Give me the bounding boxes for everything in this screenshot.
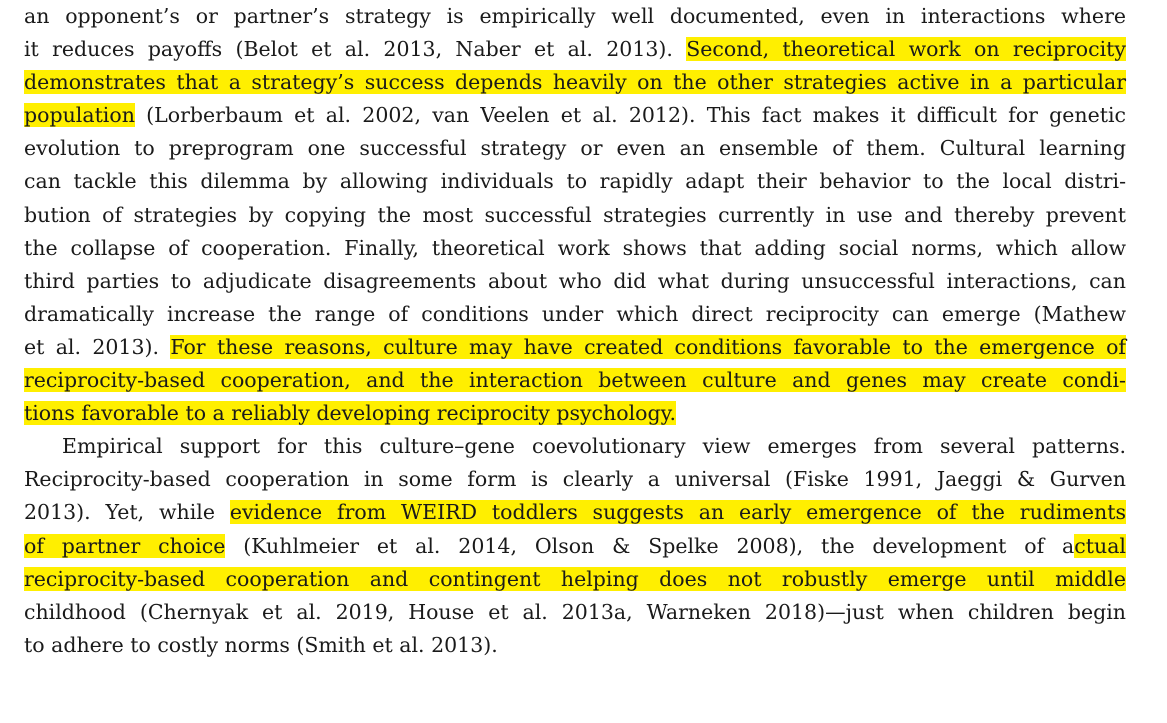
body-text: (Kuhlmeier et al. 2014, Olson & Spelke 2008), the development of a — [225, 533, 1075, 558]
highlighted-text: reciprocity-based cooperation and contingent helping does not robustly emerge until middle — [24, 566, 1126, 591]
body-text: the collapse of cooperation. Finally, theoretical work shows that adding social norms, which allow — [24, 235, 1126, 260]
text-line — [24, 463, 1126, 496]
body-text: et al. 2013). — [24, 334, 171, 359]
text-line — [24, 199, 1126, 232]
text-line — [24, 563, 1126, 596]
body-text: Empirical support for this culture–gene coevolutionary view emerges from several patterns. — [62, 434, 1126, 459]
text-line — [24, 66, 1126, 99]
highlighted-text: of partner choice — [24, 533, 226, 558]
highlighted-text: Second, theoretical work on reciprocity — [686, 37, 1126, 62]
body-text: Reciprocity-based cooperation in some form is clearly a universal (Fiske 1991, Jaeggi & Gurven — [24, 467, 1126, 492]
paragraph-empirical-support — [24, 430, 1126, 662]
highlighted-text: For these reasons, culture may have created conditions favorable to the emergence of — [170, 334, 1126, 359]
body-text: to adhere to costly norms (Smith et al. 2013). — [24, 632, 498, 657]
body-text: dramatically increase the range of conditions under which direct reciprocity can emerge (Mathew — [24, 301, 1126, 326]
highlighted-text: population — [24, 103, 135, 128]
highlighted-text: evidence from WEIRD toddlers suggests an early emergence of the rudiments — [229, 500, 1126, 525]
highlighted-text: ctual — [1074, 533, 1126, 558]
body-text: an opponent’s or partner’s strategy is empirically well documented, even in interactions where — [24, 4, 1126, 28]
text-line — [24, 265, 1126, 298]
body-text: bution of strategies by copying the most successful strategies currently in use and thereby prevent — [24, 202, 1126, 227]
body-text: it reduces payoffs (Belot et al. 2013, Naber et al. 2013). — [24, 37, 687, 62]
text-line — [24, 364, 1126, 397]
text-line — [24, 629, 1126, 662]
text-line — [24, 132, 1126, 165]
text-line — [24, 33, 1126, 66]
text-line — [24, 99, 1126, 132]
text-line — [24, 430, 1126, 463]
highlighted-text: reciprocity-based cooperation, and the interaction between culture and genes may create condi- — [24, 368, 1126, 393]
body-text: (Lorberbaum et al. 2002, van Veelen et al. 2012). This fact makes it difficult for genetic — [134, 103, 1126, 128]
text-line — [24, 232, 1126, 265]
text-line — [24, 530, 1126, 563]
highlighted-text: tions favorable to a reliably developing reciprocity psychology. — [24, 401, 676, 426]
text-line — [24, 397, 1126, 430]
text-line — [24, 0, 1126, 33]
text-line — [24, 331, 1126, 364]
text-line — [24, 298, 1126, 331]
body-text: can tackle this dilemma by allowing individuals to rapidly adapt their behavior to the local distri- — [24, 169, 1126, 194]
text-line — [24, 165, 1126, 198]
text-line — [24, 596, 1126, 629]
body-text: evolution to preprogram one successful strategy or even an ensemble of them. Cultural learning — [24, 136, 1126, 161]
body-text: third parties to adjudicate disagreements about who did what during unsuccessful interactions, can — [24, 268, 1126, 293]
body-text: 2013). Yet, while — [24, 500, 230, 525]
body-text: childhood (Chernyak et al. 2019, House et al. 2013a, Warneken 2018)—just when children begin — [24, 599, 1126, 624]
document-page — [24, 0, 1126, 662]
paragraph-reciprocity-theory — [24, 0, 1126, 430]
text-line — [24, 496, 1126, 529]
highlighted-text: demonstrates that a strategy’s success depends heavily on the other strategies active in a particular — [24, 70, 1126, 95]
